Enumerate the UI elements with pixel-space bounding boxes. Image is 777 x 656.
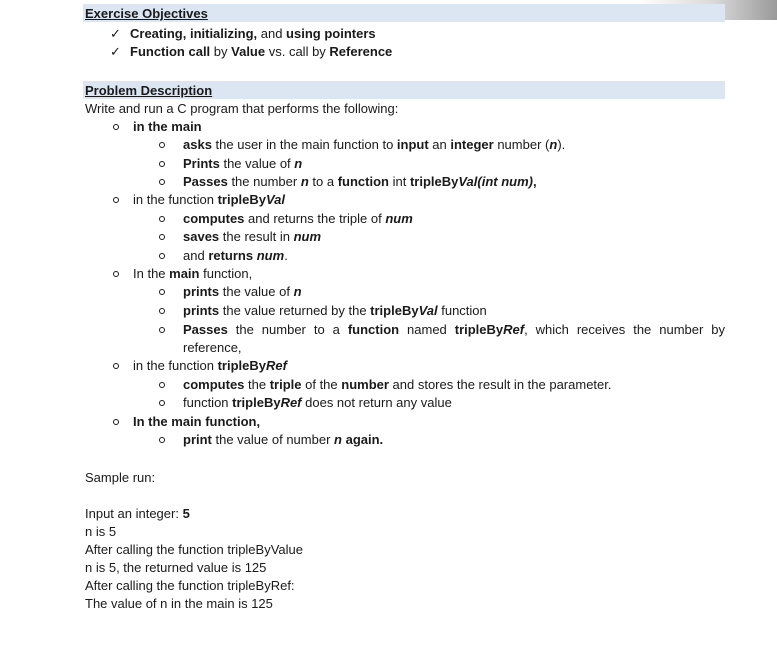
s1-bullet-1: asks the user in the main function to input an integer number (n).	[183, 137, 566, 152]
hollow-bullet-icon	[159, 289, 165, 295]
problem-heading-bar	[83, 81, 725, 99]
s3-bullet-3-line-2: reference,	[183, 340, 242, 355]
s4-bullet-2: function tripleByRef does not return any value	[183, 395, 452, 410]
hollow-bullet-icon	[113, 363, 119, 369]
s5-bullet-1: print the value of number n again.	[183, 432, 384, 447]
hollow-bullet-icon	[113, 124, 119, 130]
objectives-heading-bar	[83, 4, 725, 22]
hollow-bullet-icon	[159, 142, 165, 148]
objective-item-2: ✓ Function call by Value vs. call by Reference	[110, 44, 393, 59]
section-4-title: in the function tripleByRef	[133, 358, 287, 373]
s3-bullet-2: prints the value returned by the tripleByVal function	[183, 303, 487, 318]
sample-output-line: After calling the function tripleByValue	[85, 542, 303, 557]
sample-output-line: After calling the function tripleByRef:	[85, 578, 295, 593]
section-2-title: in the function tripleByVal	[133, 192, 285, 207]
s3-bullet-1: prints the value of n	[183, 284, 302, 299]
s1-bullet-3: Passes the number n to a function int tripleByVal(int num),	[183, 174, 537, 189]
hollow-bullet-icon	[159, 382, 165, 388]
section-1-title: in the main	[133, 119, 202, 134]
hollow-bullet-icon	[159, 327, 165, 333]
hollow-bullet-icon	[113, 271, 119, 277]
problem-intro: Write and run a C program that performs the following:	[85, 101, 399, 116]
s1-bullet-2: Prints the value of n	[183, 156, 303, 171]
sample-run-label: Sample run:	[85, 470, 156, 485]
sample-output-line: n is 5	[85, 524, 117, 539]
check-icon: ✓	[110, 44, 121, 59]
section-5-title: In the main function,	[133, 414, 261, 429]
hollow-bullet-icon	[159, 437, 165, 443]
sample-output-line: The value of n in the main is 125	[85, 596, 273, 611]
sample-input-line: Input an integer: 5	[85, 506, 190, 521]
hollow-bullet-icon	[159, 253, 165, 259]
s2-bullet-2: saves the result in num	[183, 229, 322, 244]
objective-item-1: ✓ Creating, initializing, and using pointers	[110, 26, 376, 41]
hollow-bullet-icon	[159, 179, 165, 185]
s2-bullet-1: computes and returns the triple of num	[183, 211, 413, 226]
hollow-bullet-icon	[113, 419, 119, 425]
hollow-bullet-icon	[159, 234, 165, 240]
objectives-heading: Exercise Objectives	[85, 6, 208, 21]
s2-bullet-3: and returns num.	[183, 248, 288, 263]
hollow-bullet-icon	[159, 161, 165, 167]
hollow-bullet-icon	[113, 197, 119, 203]
problem-heading: Problem Description	[85, 83, 213, 98]
sample-output-line: n is 5, the returned value is 125	[85, 560, 267, 575]
hollow-bullet-icon	[159, 308, 165, 314]
s3-bullet-3-line-1: Passes the number to a function named tripleByRef, which receives the number by	[183, 322, 725, 337]
section-3-title: In the main function,	[133, 266, 253, 281]
check-icon: ✓	[110, 26, 121, 41]
s4-bullet-1: computes the triple of the number and stores the result in the parameter.	[183, 377, 612, 392]
hollow-bullet-icon	[159, 216, 165, 222]
hollow-bullet-icon	[159, 400, 165, 406]
